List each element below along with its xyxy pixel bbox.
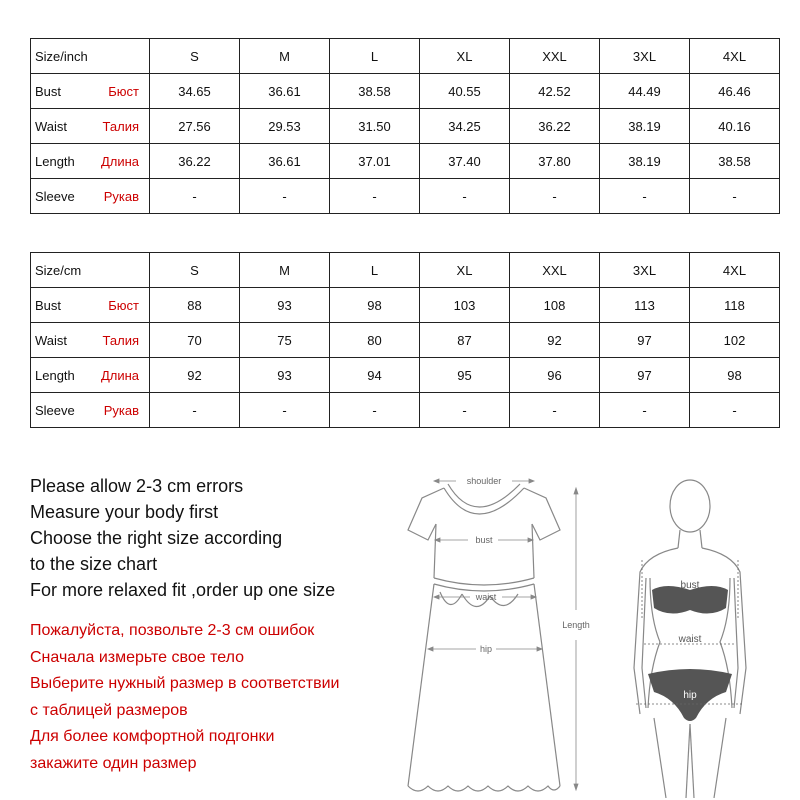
table-cell: 108 xyxy=(510,288,600,323)
table-cell: - xyxy=(150,179,240,214)
note-ru: Пожалуйста, позвольте 2-3 см ошибок xyxy=(30,622,315,639)
dress-waist-label: waist xyxy=(475,592,497,602)
table-cell: - xyxy=(330,179,420,214)
header-row xyxy=(31,39,780,74)
table-cell: 80 xyxy=(330,323,420,358)
table-cell: 40.55 xyxy=(420,74,510,109)
notes-english xyxy=(30,473,335,603)
table-cell: 93 xyxy=(240,358,330,393)
table-cell: 46.46 xyxy=(690,74,780,109)
note-en: For more relaxed fit ,order up one size xyxy=(30,580,336,600)
table-cell: 98 xyxy=(690,358,780,393)
table-cell: - xyxy=(330,393,420,428)
dress-hip-label: hip xyxy=(479,644,493,654)
size-header-cell: XXL xyxy=(510,253,600,288)
row-label xyxy=(31,323,150,358)
table-cell: 70 xyxy=(150,323,240,358)
row-label-ru: Рукав xyxy=(103,402,139,418)
size-header-cell: XL xyxy=(420,39,510,74)
row-label-ru: Талия xyxy=(102,332,139,348)
table-cell: 97 xyxy=(600,323,690,358)
table-cell: 38.58 xyxy=(330,74,420,109)
row-label-en: Bust xyxy=(35,83,62,99)
row-label-en: Waist xyxy=(35,332,68,348)
table-cell: 36.22 xyxy=(150,144,240,179)
table-cell: 103 xyxy=(420,288,510,323)
note-en: to the size chart xyxy=(30,554,158,574)
body-waist-label: waist xyxy=(678,634,702,645)
note-ru: с таблицей размеров xyxy=(30,701,188,719)
row-label-ru: Бюст xyxy=(108,297,139,313)
dress-bust-label: bust xyxy=(475,535,493,545)
table-cell: 118 xyxy=(690,288,780,323)
table-cell: 34.65 xyxy=(150,74,240,109)
table-cell: 94 xyxy=(330,358,420,393)
table-cell: - xyxy=(510,393,600,428)
table-cell: 92 xyxy=(510,323,600,358)
notes-russian xyxy=(30,618,339,777)
table-cell: 95 xyxy=(420,358,510,393)
note-en: Choose the right size according xyxy=(30,528,283,548)
table-cell: 36.22 xyxy=(510,109,600,144)
table-cell: - xyxy=(510,179,600,214)
table-cell: 37.01 xyxy=(330,144,420,179)
table-unit-header: Size/inch xyxy=(31,39,150,74)
body-hip-label: hip xyxy=(683,690,697,701)
table-cell: 31.50 xyxy=(330,109,420,144)
dress-length-label: Length xyxy=(562,620,590,630)
row-label-en: Length xyxy=(35,367,75,383)
table-cell: - xyxy=(690,179,780,214)
row-label-ru: Рукав xyxy=(103,188,139,204)
size-header-cell: 3XL xyxy=(600,253,690,288)
table-cell: 87 xyxy=(420,323,510,358)
row-label-ru: Бюст xyxy=(108,83,139,99)
row-label xyxy=(31,144,150,179)
table-cell: - xyxy=(420,393,510,428)
size-header-cell: 4XL xyxy=(690,39,780,74)
table-cell: 92 xyxy=(150,358,240,393)
table-cell: 88 xyxy=(150,288,240,323)
note-ru: закажите один размер xyxy=(30,754,197,772)
table-cell: 36.61 xyxy=(240,74,330,109)
note-ru: Выберите нужный размер в соответствии xyxy=(30,675,340,692)
table-row xyxy=(31,179,780,214)
row-label-ru: Длина xyxy=(100,153,139,169)
row-label xyxy=(31,393,150,428)
size-header-cell: S xyxy=(150,253,240,288)
table-cell: 96 xyxy=(510,358,600,393)
row-label xyxy=(31,109,150,144)
table-cell: 27.56 xyxy=(150,109,240,144)
row-label xyxy=(31,74,150,109)
note-ru: Сначала измерьте свое тело xyxy=(30,648,244,666)
table-cell: - xyxy=(240,179,330,214)
note-ru: Для более комфортной подгонки xyxy=(30,728,275,745)
row-label-en: Waist xyxy=(35,118,68,134)
dress-shoulder-label: shoulder xyxy=(466,476,502,486)
table-cell: 40.16 xyxy=(690,109,780,144)
table-row xyxy=(31,393,780,428)
table-cell: 97 xyxy=(600,358,690,393)
table-cell: 29.53 xyxy=(240,109,330,144)
row-label-en: Sleeve xyxy=(35,402,75,418)
table-cell: - xyxy=(150,393,240,428)
table-cell: 113 xyxy=(600,288,690,323)
note-en: Please allow 2-3 cm errors xyxy=(30,476,244,496)
table-cell: 102 xyxy=(690,323,780,358)
row-label-ru: Талия xyxy=(102,118,139,134)
body-diagram xyxy=(620,468,760,798)
table-cell: 38.19 xyxy=(600,144,690,179)
table-cell: - xyxy=(600,179,690,214)
table-cell: 37.40 xyxy=(420,144,510,179)
size-header-cell: M xyxy=(240,253,330,288)
table-cell: 42.52 xyxy=(510,74,600,109)
table-cell: 98 xyxy=(330,288,420,323)
row-label-en: Sleeve xyxy=(35,188,75,204)
body-bust-label: bust xyxy=(680,580,700,591)
table-cell: 36.61 xyxy=(240,144,330,179)
size-header-cell: L xyxy=(330,253,420,288)
table-cell: 38.58 xyxy=(690,144,780,179)
size-header-cell: L xyxy=(330,39,420,74)
table-row xyxy=(31,109,780,144)
table-row xyxy=(31,144,780,179)
table-row xyxy=(31,288,780,323)
size-header-cell: XL xyxy=(420,253,510,288)
table-cell: 34.25 xyxy=(420,109,510,144)
header-row xyxy=(31,253,780,288)
row-label xyxy=(31,179,150,214)
table-cell: 38.19 xyxy=(600,109,690,144)
size-header-cell: 3XL xyxy=(600,39,690,74)
size-header-cell: S xyxy=(150,39,240,74)
table-row xyxy=(31,358,780,393)
table-cell: 37.80 xyxy=(510,144,600,179)
table-row xyxy=(31,74,780,109)
table-cell: - xyxy=(420,179,510,214)
size-header-cell: XXL xyxy=(510,39,600,74)
size-table-inch xyxy=(30,38,780,214)
row-label-en: Bust xyxy=(35,297,62,313)
dress-diagram xyxy=(400,468,610,798)
table-cell: 93 xyxy=(240,288,330,323)
size-header-cell: 4XL xyxy=(690,253,780,288)
table-cell: 75 xyxy=(240,323,330,358)
table-cell: - xyxy=(690,393,780,428)
table-row xyxy=(31,323,780,358)
size-header-cell: M xyxy=(240,39,330,74)
row-label xyxy=(31,358,150,393)
table-cell: - xyxy=(240,393,330,428)
size-table-cm xyxy=(30,252,780,428)
table-cell: - xyxy=(600,393,690,428)
note-en: Measure your body first xyxy=(30,502,219,522)
row-label xyxy=(31,288,150,323)
row-label-ru: Длина xyxy=(100,367,139,383)
row-label-en: Length xyxy=(35,153,75,169)
table-unit-header: Size/cm xyxy=(31,253,150,288)
table-cell: 44.49 xyxy=(600,74,690,109)
